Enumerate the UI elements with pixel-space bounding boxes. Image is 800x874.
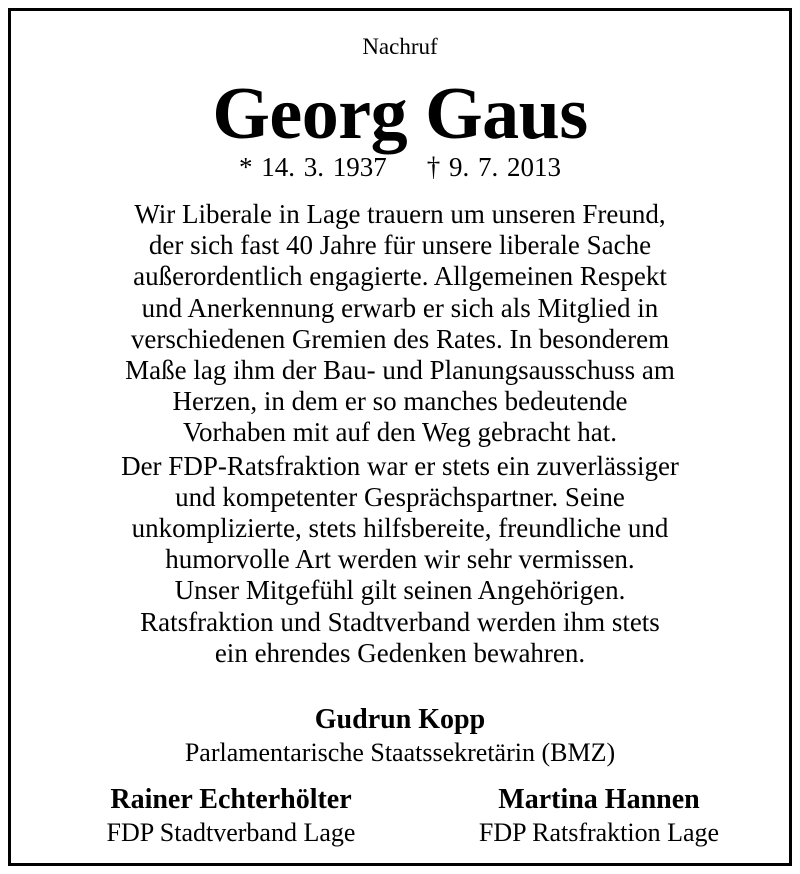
text-line: Herzen, in dem er so manches bedeutende (172, 386, 628, 417)
notice-header: Nachruf (362, 34, 438, 59)
text-line: humorvolle Art werden wir sehr vermissen. (165, 544, 635, 575)
signature-main (11, 703, 789, 769)
signer-role: FDP Ratsfraktion Lage (478, 818, 720, 847)
obituary-text (11, 199, 789, 671)
text-line: ein ehrendes Gedenken bewahren. (214, 637, 586, 668)
signer-role: FDP Stadtverband Lage (106, 818, 356, 847)
signer-name: Rainer Echterhölter (110, 784, 352, 815)
deceased-name: Georg Gaus (212, 73, 588, 155)
signer-role: Parlamentarische Staatssekretärin (BMZ) (184, 738, 616, 767)
birth-date: * 14. 3. 1937 (239, 152, 387, 182)
text-line: Ratsfraktion und Stadtverband werden ihm stets (140, 606, 660, 637)
paragraph-2 (11, 451, 789, 669)
signature-right (419, 783, 779, 849)
signature-left (51, 783, 411, 849)
text-line: verschiedenen Gremien des Rates. In besonderem (130, 323, 670, 354)
signer-name: Martina Hannen (498, 784, 700, 815)
text-line: Der FDP-Ratsfraktion war er stets ein zuverlässiger (121, 450, 679, 481)
obituary-frame (8, 8, 792, 866)
paragraph-1 (11, 199, 789, 449)
life-dates (11, 151, 789, 183)
death-date: † 9. 7. 2013 (426, 152, 561, 182)
text-line: Vorhaben mit auf den Weg gebracht hat. (183, 417, 617, 448)
text-line: außerordentlich engagierte. Allgemeinen Respekt (133, 261, 667, 292)
text-line: Wir Liberale in Lage trauern um unseren Freund, (134, 199, 666, 229)
text-line: und Anerkennung erwarb er sich als Mitglied in (141, 292, 659, 323)
text-line: und kompetenter Gesprächspartner. Seine (175, 481, 625, 512)
text-line: der sich fast 40 Jahre für unsere liberale Sache (148, 230, 652, 261)
text-line: Unser Mitgefühl gilt seinen Angehörigen. (174, 575, 626, 606)
text-line: Maße lag ihm der Bau- und Planungsausschuss am (125, 355, 675, 386)
signer-name: Gudrun Kopp (314, 704, 486, 735)
text-line: unkomplizierte, stets hilfsbereite, freundliche und (131, 513, 669, 544)
